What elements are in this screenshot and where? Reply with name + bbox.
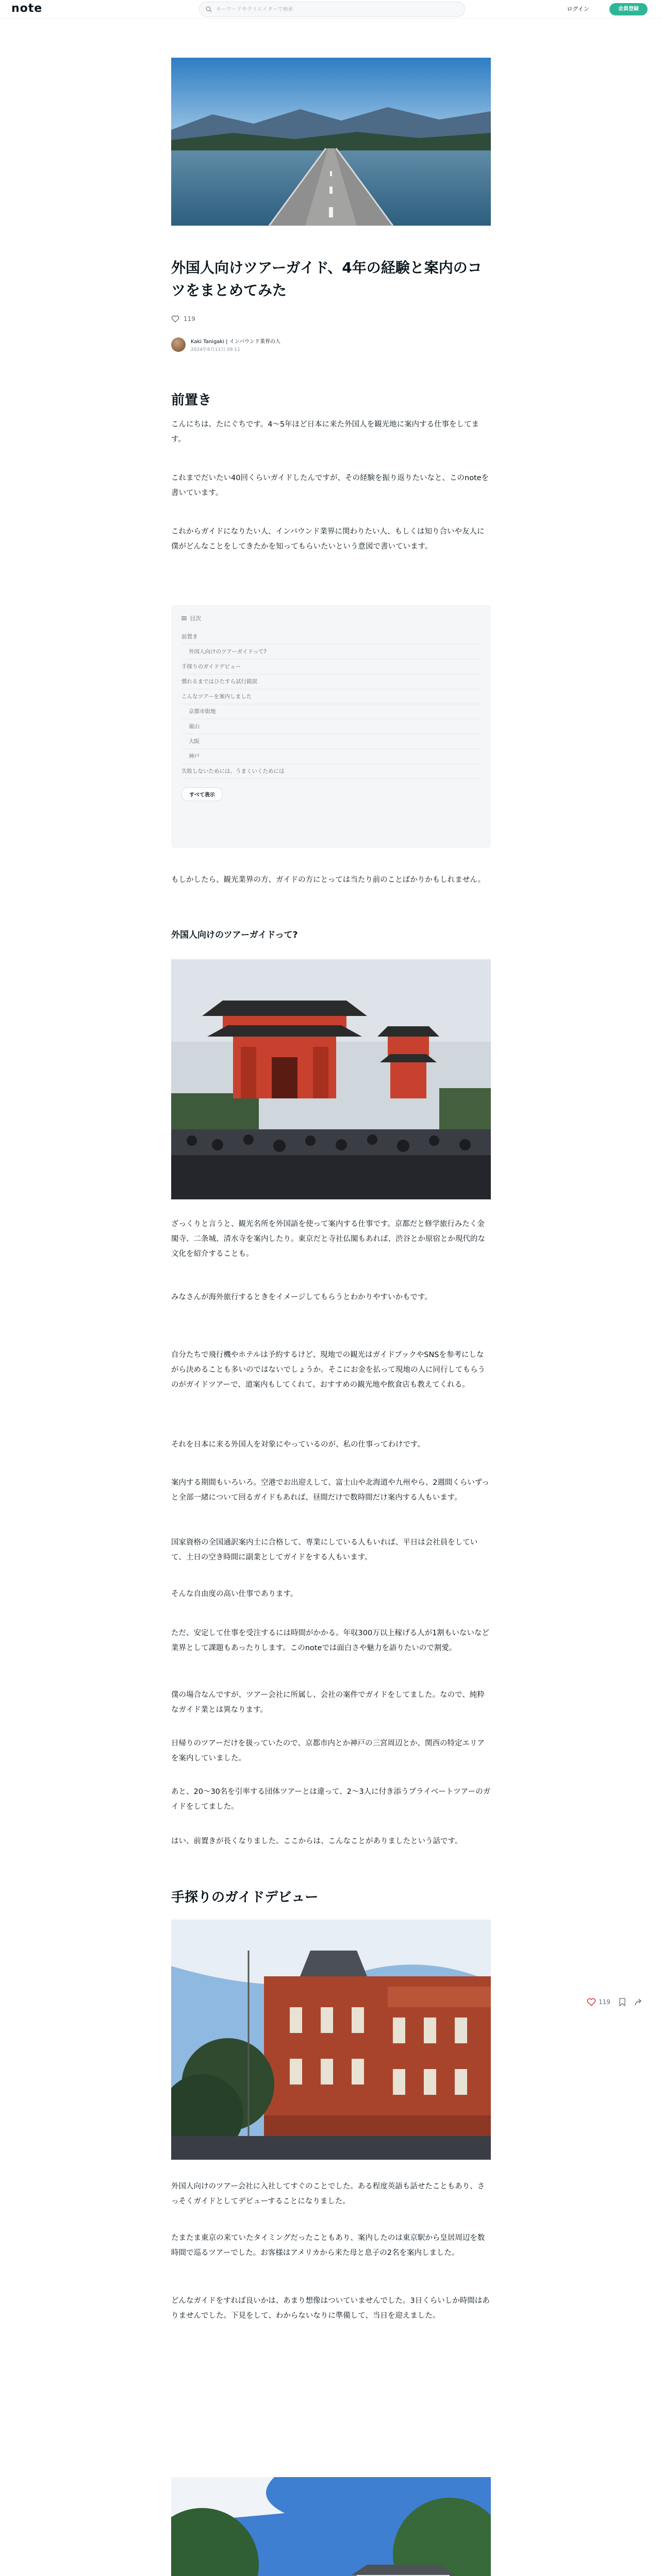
imperial-palace-image <box>171 2477 491 2576</box>
like-count: 119 <box>184 315 195 323</box>
article-title: 外国人向けツアーガイド、4年の経験と案内のコツをまとめてみた <box>171 259 482 299</box>
temple-image <box>171 959 491 1199</box>
signup-button[interactable]: 会員登録 <box>609 3 648 15</box>
float-like[interactable] <box>587 1998 610 2006</box>
site-header <box>0 0 662 19</box>
list-icon <box>181 616 187 621</box>
paragraph: 外国人向けのツアー会社に入社してすぐのことでした。ある程度英語も話せたこともあり、さっそくガイドとしてデビューすることになりました。 <box>171 2182 485 2206</box>
like-row <box>171 315 195 323</box>
paragraph: 国家資格の全国通訳案内士に合格して、専業にしている人もいれば、平日は会社員をしていて、土日の空き時間に副業としてガイドをする人もいます。 <box>171 1538 478 1562</box>
paragraph: ただ、安定して仕事を受注するには時間がかかる。年収300万以上稼げる人が1割もいないなど業界として課題もあったりします。このnoteでは面白さや魅力を語りたいので割愛。 <box>171 1629 489 1652</box>
search-icon <box>206 6 212 12</box>
toc-header[interactable] <box>181 614 481 622</box>
bookmark-icon[interactable] <box>619 1998 626 2006</box>
paragraph: あと、20〜30名を引率する団体ツアーとは違って、2〜3人に付き添うプライベートツアーのガイドをしてました。 <box>171 1788 491 1811</box>
heart-icon <box>587 1998 596 2006</box>
paragraph: ざっくりと言うと、観光名所を外国語を使って案内する仕事です。京都だと修学旅行みたく金閣寺、二条城、清水寺を案内したり。東京だと寺社仏閣もあれば、渋谷とか原宿とか現代的な文化を紹介することも。 <box>171 1220 485 1258</box>
search-input[interactable] <box>216 7 443 12</box>
paragraph: 案内する期間もいろいろ。空港でお出迎えして、富士山や北海道や九州やら、2週間くらいずっと全部一緒について回るガイドもあれば、昼間だけで数時間だけ案内する人もいます。 <box>171 1479 490 1502</box>
login-button[interactable]: ログイン <box>567 6 589 12</box>
author-block <box>171 337 280 352</box>
toc-show-all-button[interactable]: すべて表示 <box>181 787 223 801</box>
hero-image <box>171 58 491 226</box>
paragraph: これまでだいたい40回くらいガイドしたんですが、その経験を振り返りたいなと、このnoteを書いています。 <box>171 474 489 497</box>
share-icon[interactable] <box>634 1998 642 2006</box>
avatar[interactable] <box>171 337 186 352</box>
paragraph: それを日本に来る外国人を対象にやっているのが、私の仕事ってわけです。 <box>171 1440 425 1449</box>
author-name[interactable]: Kaki Tanigaki | インバウンド業界の人 <box>191 339 281 345</box>
heart-icon[interactable] <box>171 315 179 323</box>
paragraph: こんにちは、たにぐちです。4〜5年ほど日本に来た外国人を観光地に案内する仕事をしてます。 <box>171 420 479 444</box>
paragraph: どんなガイドをすれば良いかは、あまり想像はついていませんでした。3日くらいしか時間はありませんでした。下見をして、わからないなりに準備して、当日を迎えました。 <box>171 2297 490 2320</box>
floating-action-bar <box>587 1998 642 2006</box>
paragraph: はい、前置きが長くなりました。ここからは、こんなことがありましたという話です。 <box>171 1837 462 1845</box>
heading-debut: 手探りのガイドデビュー <box>171 1890 319 1905</box>
paragraph: そんな自由度の高い仕事であります。 <box>171 1590 298 1598</box>
toc-item[interactable]: 大阪 <box>181 734 481 749</box>
paragraph: 自分たちで飛行機やホテルは予約するけど、現地での観光はガイドブックやSNSを参考にしながら決めることも多いのではないでしょうか。そこにお金を払って現地の人に同行してもらうのがガイドツアーで、道案内もしてくれて、おすすめの観光地や飲食店も教えてくれる。 <box>171 1351 485 1389</box>
paragraph: みなさんが海外旅行するときをイメージしてもらうとわかりやすいかもです。 <box>171 1293 432 1301</box>
toc-item[interactable]: 神戸 <box>181 749 481 764</box>
float-like-count: 119 <box>599 1998 610 2006</box>
heading-guide-q: 外国人向けのツアーガイドって? <box>171 930 298 940</box>
publish-date: 2024年6月11日 09:11 <box>191 347 240 352</box>
note-logo[interactable]: note <box>11 2 43 15</box>
toc-item[interactable]: こんなツアーを案内しました <box>181 689 481 704</box>
paragraph: もしかしたら、観光業界の方、ガイドの方にとっては当たり前のことばかりかもしれません。 <box>171 876 486 884</box>
toc-item[interactable]: 外国人向けのツアーガイドって? <box>181 645 481 659</box>
paragraph: 日帰りのツアーだけを扱っていたので、京都市内とか神戸の三宮周辺とか、関西の特定エリアを案内していました。 <box>171 1739 485 1762</box>
paragraph: たまたま東京の来ていたタイミングだったこともあり、案内したのは東京駅から皇居周辺を数時間で巡るツアーでした。お客様はアメリカから来た母と息子の2名を案内しました。 <box>171 2234 485 2257</box>
paragraph: 僕の場合なんですが、ツアー会社に所属し、会社の案件でガイドをしてました。なので、純粋なガイド業とは異なります。 <box>171 1691 485 1714</box>
heading-intro: 前置き <box>171 393 212 408</box>
toc-item[interactable]: 失敗しないためには、うまくいくためには <box>181 764 481 779</box>
toc-item[interactable]: 手探りのガイドデビュー <box>181 659 481 674</box>
table-of-contents <box>171 605 491 848</box>
toc-item[interactable]: 慣れるまではひたすら試行錯誤 <box>181 674 481 689</box>
toc-item[interactable]: 京都市街地 <box>181 704 481 719</box>
tokyo-station-image <box>171 1920 491 2160</box>
toc-item[interactable]: 前置き <box>181 630 481 645</box>
paragraph: これからガイドになりたい人、インバウンド業界に関わりたい人、もしくは知り合いや友人に僕がどんなことをしてきたかを知ってもらいたいという意図で書いています。 <box>171 528 485 551</box>
search-box[interactable] <box>199 2 465 17</box>
toc-item[interactable]: 嵐山 <box>181 719 481 734</box>
toc-title: 目次 <box>190 615 201 622</box>
